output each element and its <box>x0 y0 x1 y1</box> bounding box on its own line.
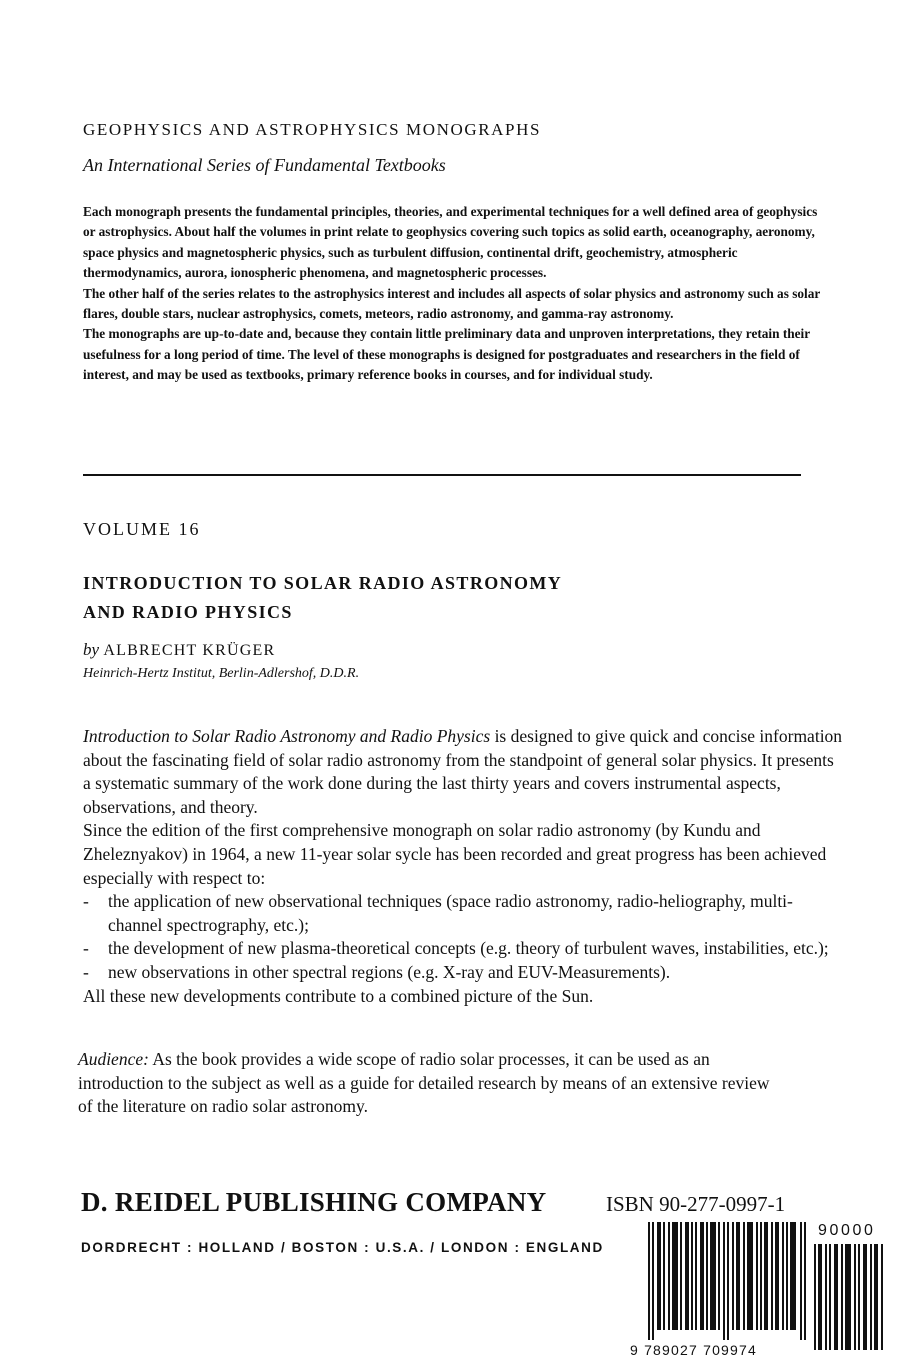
description-since: Since the edition of the first comprehensive monograph on solar radio astronomy (by Kundu and Zheleznyakov) in 1964, a new 11-year solar sycle has been recorded and great progress has been achieved especially with respect to: <box>83 820 827 888</box>
bullet-dash: - <box>83 891 89 912</box>
author-name: ALBRECHT KRÜGER <box>103 642 276 659</box>
description-bullets <box>83 890 843 984</box>
audience-text: As the book provides a wide scope of radio solar processes, it can be used as an introduction to the subject as well as a guide for detailed research by means of an extensive review of the literature on radio solar astronomy. <box>78 1049 770 1117</box>
book-description <box>83 725 843 1008</box>
volume-label: VOLUME 16 <box>83 519 201 539</box>
bullet-dash: - <box>83 938 89 959</box>
series-description <box>83 202 823 386</box>
audience-paragraph <box>78 1048 778 1119</box>
series-paragraph: The other half of the series relates to the astrophysics interest and includes all aspects of solar physics and astronomy such as solar flares, double stars, nuclear astrophysics, comets, meteors, radio astronomy, and gamma-ray astronomy. <box>83 285 821 322</box>
bullet-text: new observations in other spectral regions (e.g. X-ray and EUV-Measurements). <box>108 961 671 982</box>
book-title <box>83 569 562 627</box>
isbn: ISBN 90-277-0997-1 <box>606 1192 786 1216</box>
barcode-digits: 9 789027 709974 <box>630 1342 757 1358</box>
author-affiliation: Heinrich-Hertz Institut, Berlin-Adlershof, D.D.R. <box>83 666 360 681</box>
book-title-line-1: INTRODUCTION TO SOLAR RADIO ASTRONOMY <box>83 573 563 593</box>
bullet-text: the development of new plasma-theoretical concepts (e.g. theory of turbulent waves, instabilities, etc.); <box>108 938 829 959</box>
series-subtitle: An International Series of Fundamental Textbooks <box>83 155 446 175</box>
bullet-text: the application of new observational techniques (space radio astronomy, radio-heliography, multi-channel spectrography, etc.); <box>108 891 793 935</box>
barcode-addon-digits: 90000 <box>818 1222 876 1239</box>
book-title-line-2: AND RADIO PHYSICS <box>83 602 293 622</box>
list-item <box>83 937 843 961</box>
bullet-dash: - <box>83 961 89 982</box>
description-intro <box>83 725 843 819</box>
section-divider <box>83 474 801 476</box>
barcode-bars <box>648 1222 806 1340</box>
author-line <box>83 640 275 660</box>
audience-label: Audience: <box>78 1049 149 1069</box>
series-title: GEOPHYSICS AND ASTROPHYSICS MONOGRAPHS <box>83 120 542 139</box>
publisher-locations: DORDRECHT : HOLLAND / BOSTON : U.S.A. / LONDON : ENGLAND <box>81 1240 604 1255</box>
list-item <box>83 961 843 985</box>
description-book-title: Introduction to Solar Radio Astronomy and Radio Physics <box>83 726 491 746</box>
series-paragraph: Each monograph presents the fundamental principles, theories, and experimental techniques for a well defined area of geophysics or astrophysics. About half the volumes in print relate to geophysics covering such topics as solid earth, oceanography, aeronomy, space physics and magnetospheric physics, such as turbulent diffusion, continental drift, geochemistry, atmospheric thermodynamics, aurora, ionospheric phenomena, and magnetospheric processes. <box>83 204 818 281</box>
description-intro-text: is designed to give quick and concise information about the fascinating field of solar radio astronomy from the standpoint of general solar physics. It presents a systematic summary of the work done during the last thirty years and covers instrumental aspects, observations, and theory. <box>83 726 843 817</box>
series-paragraph: The monographs are up-to-date and, because they contain little preliminary data and unproven interpretations, they retain their usefulness for a long period of time. The level of these monographs is designed for postgraduates and researchers in the field of interest, and may be used as textbooks, primary reference books in courses, and for individual study. <box>83 326 810 383</box>
description-closing: All these new developments contribute to a combined picture of the Sun. <box>83 985 594 1006</box>
by-label: by <box>83 640 100 659</box>
barcode-addon-bars <box>814 1244 886 1350</box>
list-item <box>83 890 843 937</box>
publisher-name: D. REIDEL PUBLISHING COMPANY <box>81 1187 547 1217</box>
